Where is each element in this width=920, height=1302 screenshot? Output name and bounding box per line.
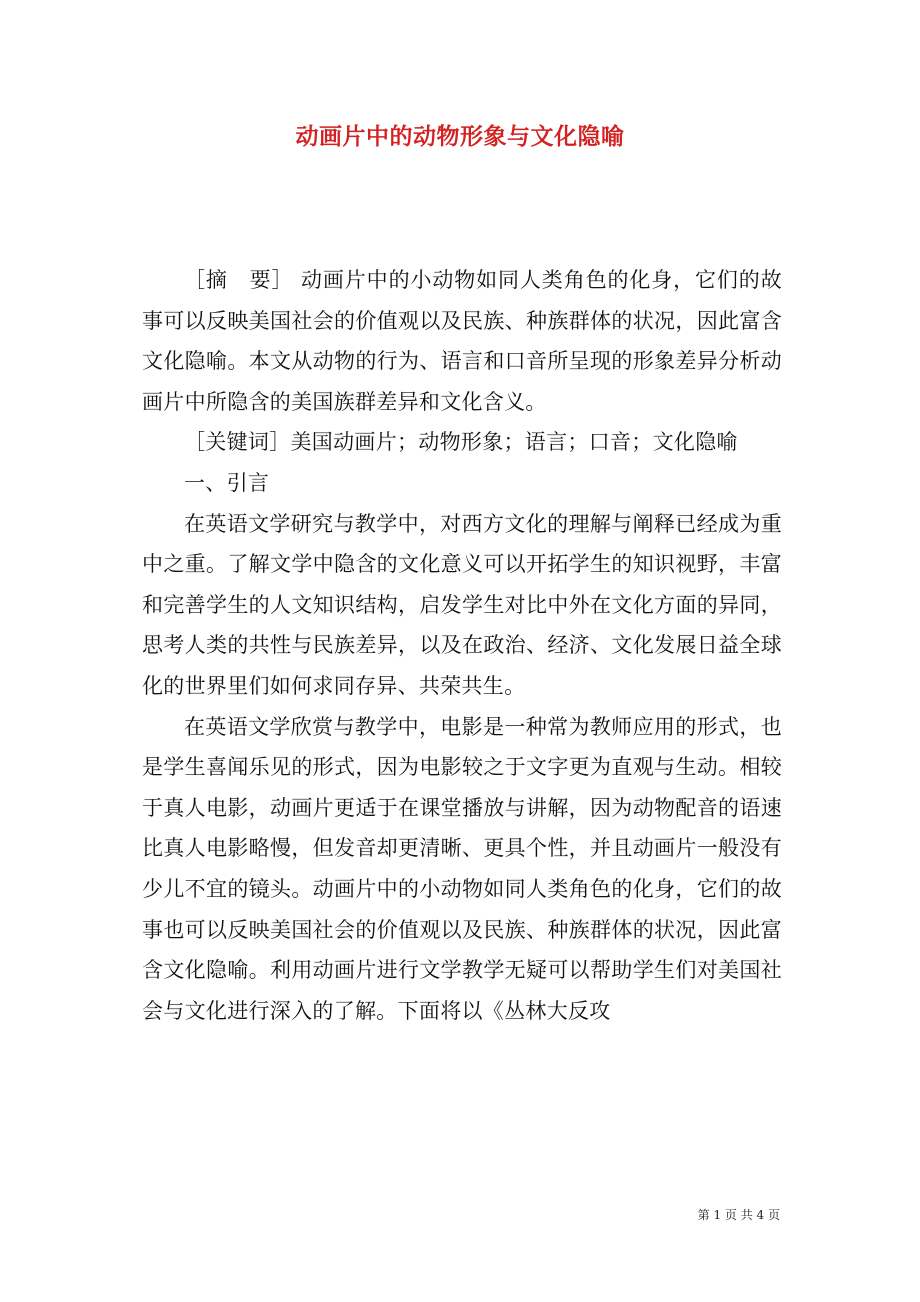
body-paragraph: 在英语文学欣赏与教学中，电影是一种常为教师应用的形式，也是学生喜闻乐见的形式，因为电影较之于文字更为直观与生动。相较于真人电影，动画片更适于在课堂播放与讲解，因为动物配音的语速比真人电影略慢，但发音却更清晰、更具个性，并且动画片一般没有少儿不宜的镜头。动画片中的小动物如同人类角色的化身，它们的故事也可以反映美国社会的价值观以及民族、种族群体的状况，因此富含文化隐喻。利用动画片进行文学教学无疑可以帮助学生们对美国社会与文化进行深入的了解。下面将以《丛林大反攻: [142, 714, 782, 1023]
document-body: [142, 260, 782, 1031]
document-title: 动画片中的动物形象与文化隐喻: [295, 124, 625, 150]
section-heading: 一、引言: [184, 470, 270, 495]
keywords-paragraph: ［关键词］美国动画片；动物形象；语言；口音；文化隐喻: [184, 430, 738, 455]
abstract-paragraph: ［摘 要］ 动画片中的小动物如同人类角色的化身，它们的故事可以反映美国社会的价值观以及民族、种族群体的状况，因此富含文化隐喻。本文从动物的行为、语言和口音所呈现的形象差异分析动画片中所隐含的美国族群差异和文化含义。: [142, 268, 782, 414]
page-number-footer: 第 1 页 共 4 页: [697, 1208, 780, 1222]
body-paragraph: 在英语文学研究与教学中，对西方文化的理解与阐释已经成为重中之重。了解文学中隐含的文化意义可以开拓学生的知识视野，丰富和完善学生的人文知识结构，启发学生对比中外在文化方面的异同，思考人类的共性与民族差异，以及在政治、经济、文化发展日益全球化的世界里们如何求同存异、共荣共生。: [142, 511, 782, 698]
